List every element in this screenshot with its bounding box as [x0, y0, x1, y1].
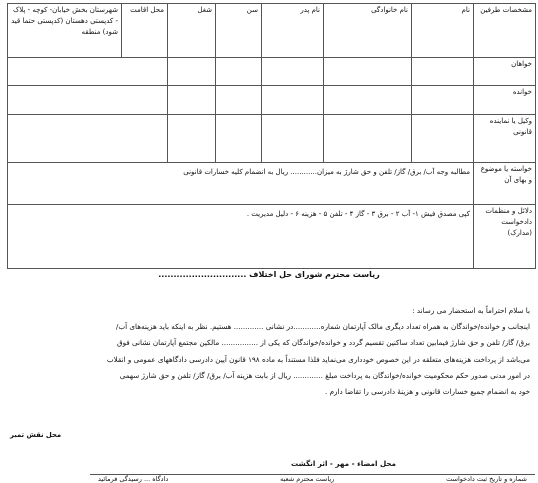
petition-title-text: ریاست محترم شورای حل اختلاف .............................: [158, 270, 380, 279]
petition-title: [0, 270, 538, 279]
dalayel-text[interactable]: کپی مصدق فیش ۱- آب ۲ - برق ۳ - گاز ۴ - تلفن ۵ - هزینه ۶ - دلیل مدیریت .: [8, 205, 474, 269]
bottom-mid-text: ریاست محترم شعبه: [280, 475, 335, 483]
stamp-label: محل نقش تمبر: [10, 431, 62, 439]
bottom-right-text: شماره و تاریخ ثبت دادخواست: [446, 475, 527, 483]
row-khaste: [8, 163, 536, 205]
cell-khahan-father[interactable]: [262, 57, 324, 86]
cell-vakil-father[interactable]: [262, 115, 324, 163]
cell-khande-job[interactable]: [168, 86, 216, 115]
cell-vakil-address[interactable]: [8, 115, 168, 163]
header-address: شهرستان بخش خیابان- کوچه - پلاک - کدپستی دهستان (کدپستی حتما قید شود) منطقه: [8, 4, 122, 58]
cell-khahan-address[interactable]: [8, 57, 168, 86]
body-line-5: در امور مدنی صدور حکم محکومیت خوانده/خواندگان به پرداخت مبلغ ............. ریال از بابت هزینه آب/ برق/ گاز/ تلفن و حق شارژ سهمی: [119, 370, 530, 380]
row-khande: [8, 86, 536, 115]
petition-body: [6, 303, 530, 400]
row-khahan: [8, 57, 536, 86]
bottom-row: [90, 475, 535, 483]
body-line-2: اینجانب و خوانده/خواندگان به همراه تعداد دیگری مالک آپارتمان شماره............در نشانی ............. هستیم. نظر به اینکه باید هزینه‌های آب/: [115, 322, 530, 332]
body-line-1: با سلام احتراماً به استحضار می رساند :: [412, 306, 530, 315]
row-vakil: [8, 115, 536, 163]
cell-khande-family[interactable]: [324, 86, 412, 115]
table-header-row: [8, 4, 536, 58]
header-specs: مشخصات طرفین: [474, 4, 536, 58]
signature-area: [0, 422, 538, 483]
label-vakil: وکیل یا نماینده قانونی: [474, 115, 536, 163]
cell-khande-name[interactable]: [412, 86, 474, 115]
cell-khande-father[interactable]: [262, 86, 324, 115]
khaste-text[interactable]: مطالبه وجه آب/ برق/ گاز/ تلفن و حق شارژ به میزان............ ریال به انضمام کلیه خسارات قانونی: [8, 163, 474, 205]
header-name: نام: [412, 4, 474, 58]
signature-label: محل امضاء - مهر - اثر انگشت: [291, 459, 396, 468]
header-residence: محل اقامت: [122, 4, 168, 58]
body-line-6: خود به انضمام جمیع خسارات قانونی و هزینهٔ دادرسی را تقاضا دارم .: [325, 387, 530, 397]
cell-khande-age[interactable]: [216, 86, 262, 115]
label-khaste: خواسته یا موضوع و بهای آن: [474, 163, 536, 205]
cell-khahan-job[interactable]: [168, 57, 216, 86]
body-line-4: می‌باشد از پرداخت هزینه‌های متعلقه در این خصوص خودداری می‌نماید فلذا مستنداً به ماده ۱۹۸ قانون آیین دادرسی دادگاههای عمومی و انقلاب: [106, 354, 530, 364]
header-family: نام خانوادگی: [324, 4, 412, 58]
cell-khande-address[interactable]: [8, 86, 168, 115]
cell-khahan-name[interactable]: [412, 57, 474, 86]
label-dalayel: دلائل و منظمات دادخواست (مدارک): [474, 205, 536, 269]
cell-vakil-job[interactable]: [168, 115, 216, 163]
cell-khahan-family[interactable]: [324, 57, 412, 86]
cell-vakil-name[interactable]: [412, 115, 474, 163]
body-line-3: برق/ گاز/ تلفن و حق شارژ فیمابین تعداد ساکنین تقسیم گردد و خوانده/خواندگان که یکی از ................ مالکین مجتمع آپارتمان نشانی فوق: [117, 338, 530, 348]
label-khahan: خواهان: [474, 57, 536, 86]
header-age: سن: [216, 4, 262, 58]
header-job: شغل: [168, 4, 216, 58]
cell-vakil-family[interactable]: [324, 115, 412, 163]
row-dalayel: [8, 205, 536, 269]
cell-vakil-age[interactable]: [216, 115, 262, 163]
cell-khahan-age[interactable]: [216, 57, 262, 86]
label-khande: خوانده: [474, 86, 536, 115]
header-father: نام پدر: [262, 4, 324, 58]
parties-table: [7, 3, 536, 269]
bottom-left-text: دادگاه ... رسیدگی فرمائید: [98, 475, 169, 483]
